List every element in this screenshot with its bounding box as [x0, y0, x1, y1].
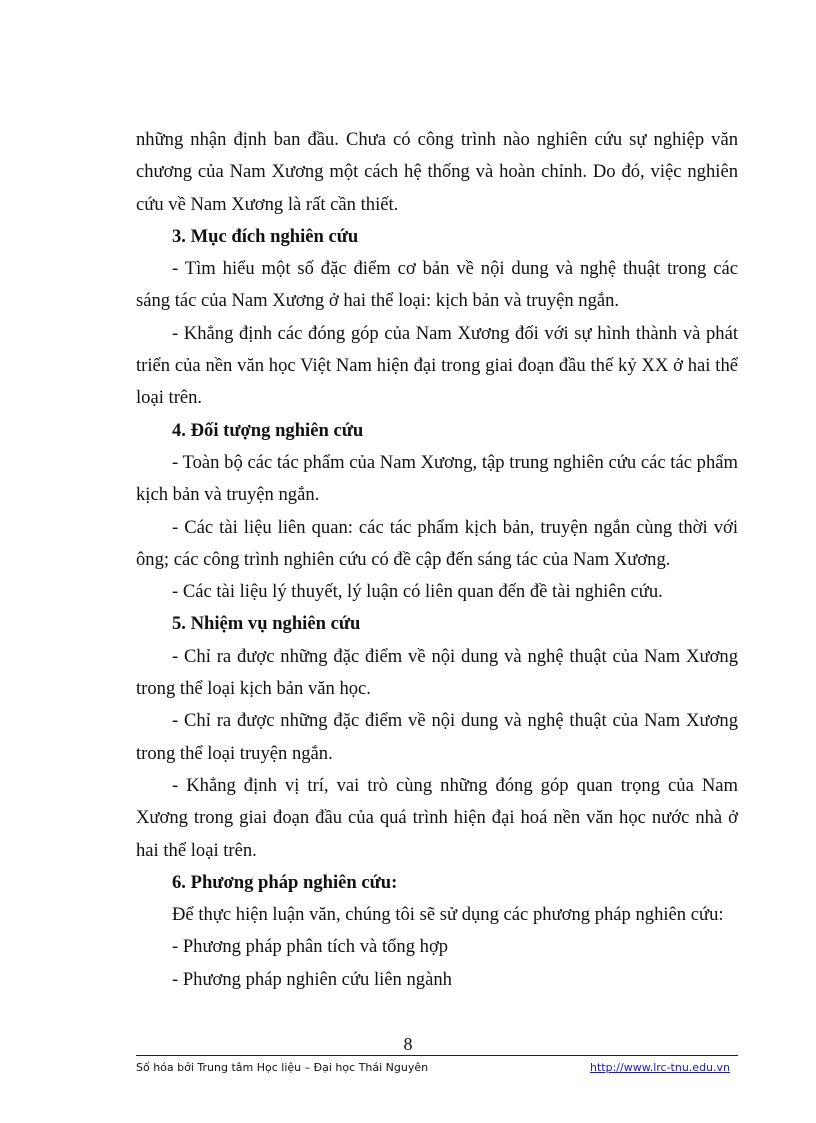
- paragraph: - Khẳng định vị trí, vai trò cùng những đóng góp quan trọng của Nam Xương trong giai đoạn đầu của quá trình hiện đại hoá nền văn học nước nhà ở hai thể loại trên.: [136, 774, 738, 861]
- document-body: [136, 124, 738, 996]
- paragraph: - Các tài liệu liên quan: các tác phẩm kịch bản, truyện ngắn cùng thời với ông; các công trình nghiên cứu có đề cập đến sáng tác của Nam Xương.: [136, 516, 738, 570]
- section-heading-purpose: 3. Mục đích nghiên cứu: [172, 225, 359, 247]
- paragraph: - Chỉ ra được những đặc điểm về nội dung và nghệ thuật của Nam Xương trong thể loại kịch bản văn học.: [136, 645, 738, 700]
- paragraph: - Khẳng định các đóng góp của Nam Xương đối với sự hình thành và phát triển của nền văn học Việt Nam hiện đại trong giai đoạn đầu thế kỷ XX ở hai thể loại trên.: [136, 322, 738, 409]
- section-heading-methods: 6. Phương pháp nghiên cứu:: [172, 871, 398, 893]
- section-heading-tasks: 5. Nhiệm vụ nghiên cứu: [172, 613, 361, 635]
- paragraph: - Phương pháp phân tích và tổng hợp: [172, 936, 449, 958]
- footer-source-text: Số hóa bởi Trung tâm Học liệu – Đại học Thái Nguyên: [136, 1061, 429, 1074]
- paragraph: - Toàn bộ các tác phẩm của Nam Xương, tập trung nghiên cứu các tác phẩm kịch bản và truyện ngắn.: [136, 451, 738, 506]
- intro-paragraph: những nhận định ban đầu. Chưa có công trình nào nghiên cứu sự nghiệp văn chương của Nam Xương một cách hệ thống và hoàn chỉnh. Do đó, việc nghiên cứu về Nam Xương là rất cần thiết.: [136, 129, 738, 215]
- paragraph: - Các tài liệu lý thuyết, lý luận có liên quan đến đề tài nghiên cứu.: [172, 581, 663, 603]
- paragraph: - Phương pháp nghiên cứu liên ngành: [172, 968, 452, 990]
- page-footer: [136, 1060, 738, 1076]
- footer-link[interactable]: http://www.lrc-tnu.edu.vn: [590, 1061, 730, 1074]
- page-number: 8: [403, 1034, 413, 1054]
- paragraph: - Chỉ ra được những đặc điểm về nội dung và nghệ thuật của Nam Xương trong thể loại truyện ngắn.: [136, 710, 738, 764]
- section-heading-subject: 4. Đối tượng nghiên cứu: [172, 419, 364, 441]
- footer-divider: [136, 1055, 738, 1056]
- paragraph: Để thực hiện luận văn, chúng tôi sẽ sử dụng các phương pháp nghiên cứu:: [172, 904, 724, 926]
- paragraph: - Tìm hiểu một số đặc điểm cơ bản về nội dung và nghệ thuật trong các sáng tác của Nam Xương ở hai thể loại: kịch bản và truyện ngắn.: [136, 258, 738, 312]
